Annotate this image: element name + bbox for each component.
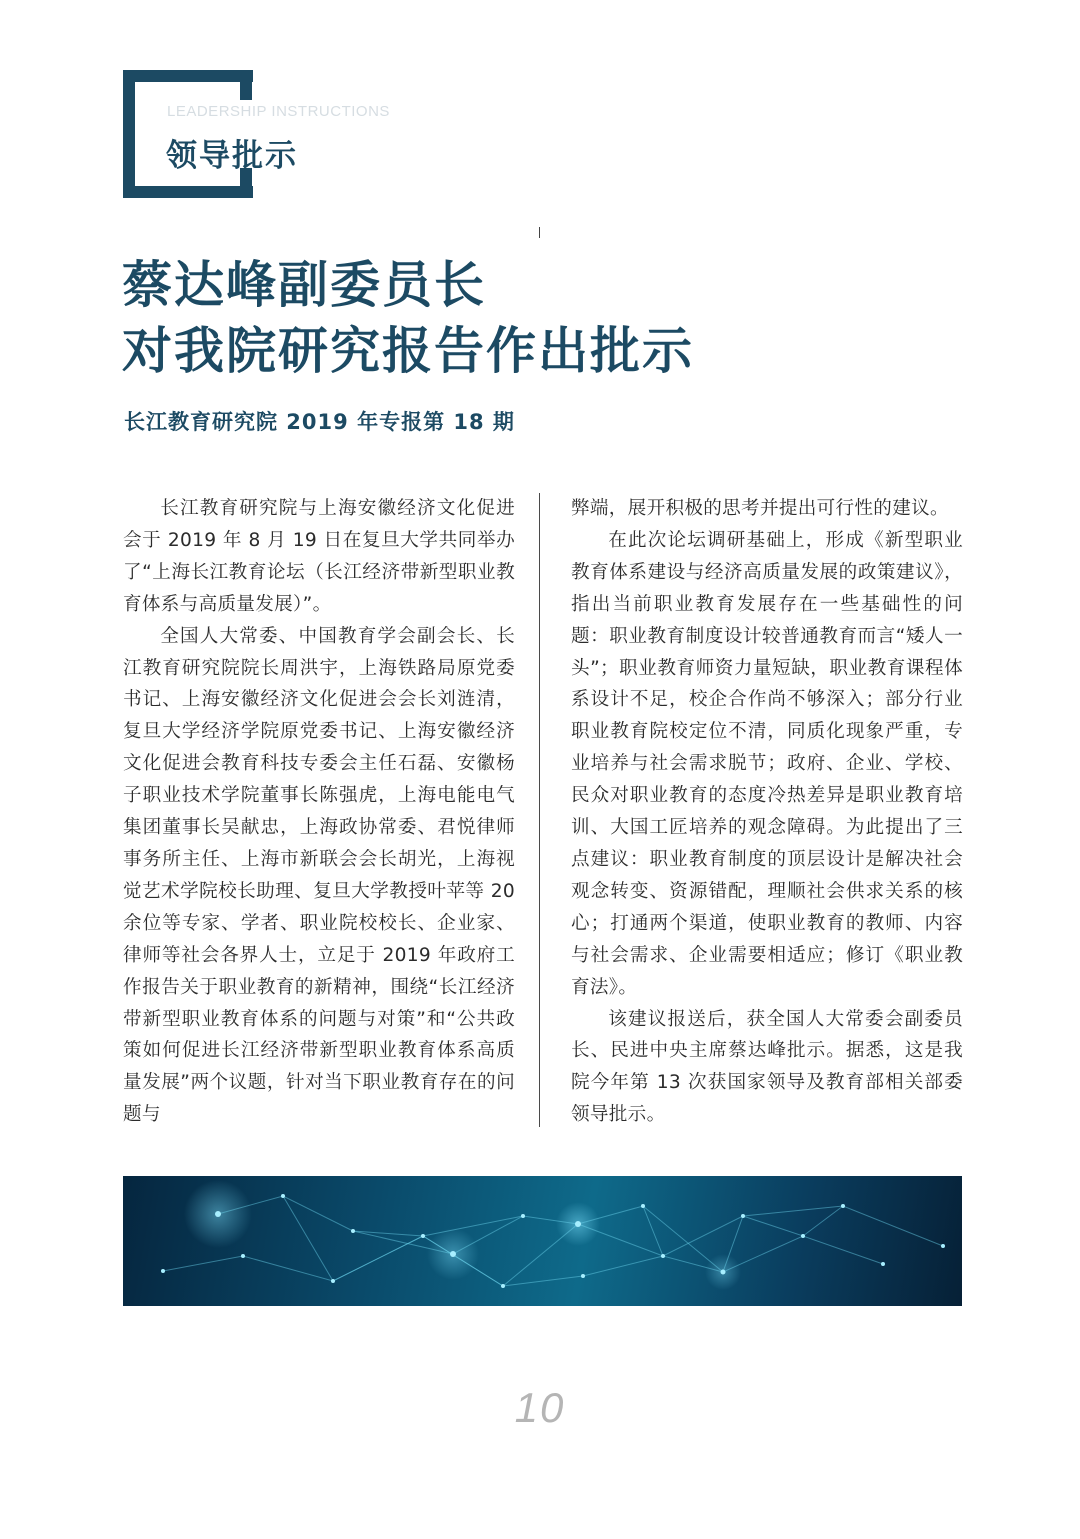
text-column-left (123, 493, 515, 1131)
paragraph-1: 长江教育研究院与上海安徽经济文化促进会于 2019 年 8 月 19 日在复旦大学共同举办了“上海长江教育论坛（长江经济带新型职业教育体系与高质量发展）”。 (123, 498, 515, 615)
article-title (122, 252, 694, 384)
section-label-en: LEADERSHIP INSTRUCTIONS (167, 103, 390, 120)
article-title-line2: 对我院研究报告作出批示 (122, 321, 694, 380)
tech-network-banner (123, 1176, 962, 1306)
page-number: 10 (514, 1384, 566, 1431)
paragraph-3: 在此次论坛调研基础上，形成《新型职业教育体系建设与经济高质量发展的政策建议》，指出当前职业教育发展存在一些基础性的问题：职业教育制度设计较普通教育而言“矮人一头”；职业教育师资力量短缺，职业教育课程体系设计不足，校企合作尚不够深入；部分行业职业教育院校定位不清，同质化现象严重，专业培养与社会需求脱节；政府、企业、学校、民众对职业教育的态度冷热差异是职业教育培训、大国工匠培养的观念障碍。为此提出了三点建议：职业教育制度的顶层设计是解决社会观念转变、资源错配，理顺社会供求关系的核心；打通两个渠道，使职业教育的教师、内容与社会需求、企业需要相适应；修订《职业教育法》。 (571, 529, 963, 998)
column-divider (539, 493, 540, 1127)
network-graphic (123, 1176, 962, 1306)
paragraph-2: 全国人大常委、中国教育学会副会长、长江教育研究院院长周洪宇，上海铁路局原党委书记、上海安徽经济文化促进会会长刘涟清，复旦大学经济学院原党委书记、上海安徽经济文化促进会教育科技专委会主任石磊、安徽杨子职业技术学院董事长陈强虎，上海电能电气集团董事长吴献忠，上海政协常委、君悦律师事务所主任、上海市新联会会长胡光，上海视觉艺术学院校长助理、复旦大学教授叶苹等 20 余位等专家、学者、职业院校校长、企业家、律师等社会各界人士，立足于 2019 年政府工作报告关于职业教育的新精神，围绕“长江经济带新型职业教育体系的问题与对策”和“公共政策如何促进长江经济带新型职业教育体系高质量发展”两个议题，针对当下职业教育存在的问题与 (123, 625, 515, 1126)
paragraph-2-continued: 弊端，展开积极的思考并提出可行性的建议。 (571, 498, 949, 519)
article-subtitle: 长江教育研究院 2019 年专报第 18 期 (124, 410, 515, 434)
article-title-line1: 蔡达峰副委员长 (122, 255, 486, 314)
section-label-cn: 领导批示 (166, 138, 298, 174)
crop-mark (539, 227, 540, 238)
paragraph-4: 该建议报送后，获全国人大常委会副委员长、民进中央主席蔡达峰批示。据悉，这是我院今年第 13 次获国家领导及教育部相关部委领导批示。 (571, 1008, 963, 1126)
text-column-right (571, 493, 963, 1131)
